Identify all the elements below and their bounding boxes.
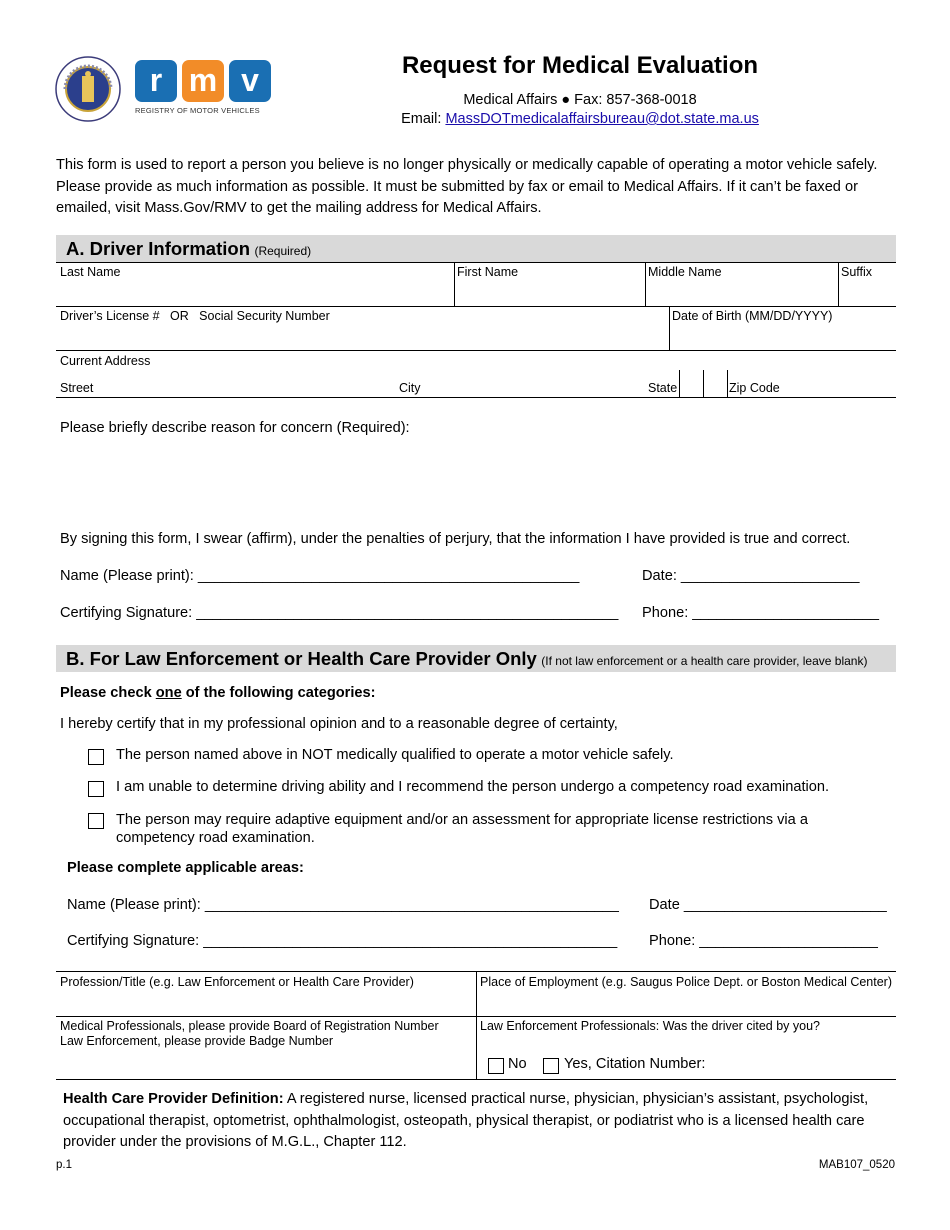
profession-label: Profession/Title (e.g. Law Enforcement or Health Care Provider) bbox=[60, 975, 414, 989]
middle-name-input[interactable] bbox=[648, 280, 835, 304]
affirmation-text: By signing this form, I swear (affirm), under the penalties of perjury, that the information I have provided is true and correct. bbox=[60, 531, 851, 547]
divider bbox=[645, 262, 646, 306]
suffix-label: Suffix bbox=[841, 265, 873, 279]
definition-term: Health Care Provider Definition: bbox=[63, 1091, 284, 1107]
page-title: Request for Medical Evaluation bbox=[401, 52, 759, 79]
license-ssn-label: Driver’s License # OR Social Security Number bbox=[60, 309, 330, 323]
section-a-header bbox=[56, 235, 896, 262]
dob-label: Date of Birth (MM/DD/YYYY) bbox=[672, 309, 833, 323]
cited-yes-checkbox[interactable] bbox=[543, 1058, 559, 1074]
board-line-1: Medical Professionals, please provide Board of Registration Number bbox=[60, 1019, 439, 1033]
divider bbox=[476, 971, 477, 1079]
cited-yes-label: Yes, Citation Number: bbox=[564, 1056, 706, 1072]
rmv-letter-r: r bbox=[135, 60, 177, 102]
phone-field[interactable]: Phone: _______________________ bbox=[642, 605, 879, 621]
date-field[interactable]: Date: ______________________ bbox=[642, 568, 860, 584]
registration-number-input[interactable] bbox=[60, 1050, 472, 1076]
divider bbox=[838, 262, 839, 306]
email-link[interactable]: MassDOTmedicalaffairsbureau@dot.state.ma.us bbox=[445, 111, 759, 127]
current-address-label: Current Address bbox=[60, 354, 151, 368]
email-label: Email: bbox=[401, 111, 446, 127]
contact-line: Medical Affairs ● Fax: 857-368-0018 bbox=[463, 92, 697, 108]
rmv-letter-v: v bbox=[229, 60, 271, 102]
zip-label: Zip Code bbox=[729, 381, 780, 395]
check-suffix: of the following categories: bbox=[181, 685, 376, 701]
b-date-field[interactable]: Date _________________________ bbox=[649, 897, 887, 913]
first-name-label: First Name bbox=[457, 265, 519, 279]
section-b-header bbox=[56, 645, 896, 672]
check-prefix: Please check bbox=[60, 685, 156, 701]
last-name-label: Last Name bbox=[60, 265, 121, 279]
middle-name-label: Middle Name bbox=[648, 265, 722, 279]
divider bbox=[703, 370, 704, 397]
board-label bbox=[60, 1019, 439, 1049]
city-label: City bbox=[399, 381, 421, 395]
name-print-field[interactable]: Name (Please print): _______________________________________________ bbox=[60, 568, 580, 584]
board-line-2: Law Enforcement, please provide Badge Number bbox=[60, 1034, 334, 1048]
definition-text: A registered nurse, licensed practical nurse, physician, physician’s assistant, psychologist, occupational therapist, optometrist, ophthalmologist, osteopath, physical therapist, or podiatrist who is a licensed health care provider under the provisions of M.G.L., Chapter 112. bbox=[63, 1091, 869, 1150]
divider bbox=[56, 306, 896, 307]
section-b-title: B. For Law Enforcement or Health Care Provider Only bbox=[66, 648, 537, 669]
page-number: p.1 bbox=[56, 1159, 72, 1171]
employment-label: Place of Employment (e.g. Saugus Police Dept. or Boston Medical Center) bbox=[480, 975, 893, 989]
last-name-input[interactable] bbox=[60, 280, 450, 304]
option-2-checkbox[interactable] bbox=[88, 781, 104, 797]
reason-textarea[interactable] bbox=[60, 442, 896, 522]
cited-no-checkbox[interactable] bbox=[488, 1058, 504, 1074]
first-name-input[interactable] bbox=[457, 280, 642, 304]
reason-label: Please briefly describe reason for concern (Required): bbox=[60, 420, 410, 436]
citation-number-input[interactable] bbox=[720, 1052, 894, 1076]
cited-question: Law Enforcement Professionals: Was the driver cited by you? bbox=[480, 1019, 820, 1033]
massachusetts-seal-logo bbox=[55, 56, 121, 122]
option-3-label: The person may require adaptive equipment and/or an assessment for appropriate license restrictions via a competency road examination. bbox=[116, 812, 808, 846]
option-1-label: The person named above in NOT medically qualified to operate a motor vehicle safely. bbox=[116, 747, 674, 763]
state-input[interactable] bbox=[679, 370, 728, 397]
section-b-note: (If not law enforcement or a health care provider, leave blank) bbox=[541, 654, 868, 668]
rmv-logo bbox=[135, 60, 271, 115]
divider bbox=[56, 262, 896, 263]
divider bbox=[56, 1016, 896, 1017]
b-phone-field[interactable]: Phone: ______________________ bbox=[649, 933, 878, 949]
divider bbox=[454, 262, 455, 306]
divider bbox=[56, 350, 896, 351]
rmv-caption: REGISTRY OF MOTOR VEHICLES bbox=[135, 106, 260, 115]
divider bbox=[56, 397, 896, 398]
form-id: MAB107_0520 bbox=[818, 1159, 895, 1171]
cited-no-label: No bbox=[508, 1056, 527, 1072]
check-instruction bbox=[60, 685, 375, 701]
divider bbox=[56, 1079, 896, 1080]
complete-areas-heading: Please complete applicable areas: bbox=[67, 860, 304, 876]
divider bbox=[669, 306, 670, 350]
suffix-input[interactable] bbox=[841, 280, 896, 304]
option-1-checkbox[interactable] bbox=[88, 749, 104, 765]
b-signature-field[interactable]: Certifying Signature: ___________________________________________________ bbox=[67, 933, 618, 949]
employment-input[interactable] bbox=[480, 991, 894, 1013]
street-label: Street bbox=[60, 381, 94, 395]
intro-paragraph: This form is used to report a person you believe is no longer physically or medically capable of operating a motor vehicle safely. Please provide as much information as possible. It must be submitted by fax or email to Medical Affairs. If it can’t be faxed or emailed, visit Mass.Gov/RMV to get the mailing address for Medical Affairs. bbox=[56, 157, 878, 216]
profession-input[interactable] bbox=[60, 991, 472, 1013]
rmv-letter-m: m bbox=[182, 60, 224, 102]
option-2-label: I am unable to determine driving ability and I recommend the person undergo a competency road examination. bbox=[116, 779, 830, 795]
dob-input[interactable] bbox=[672, 325, 894, 347]
section-a-note: (Required) bbox=[254, 244, 312, 258]
state-label: State bbox=[648, 381, 678, 395]
check-one: one bbox=[155, 685, 182, 701]
signature-field[interactable]: Certifying Signature: ____________________________________________________ bbox=[60, 605, 619, 621]
email-line bbox=[300, 111, 860, 127]
license-ssn-input[interactable] bbox=[60, 325, 665, 347]
section-a-title: A. Driver Information bbox=[66, 238, 250, 259]
b-name-print-field[interactable]: Name (Please print): ___________________________________________________ bbox=[67, 897, 619, 913]
option-3-checkbox[interactable] bbox=[88, 813, 104, 829]
definition-paragraph bbox=[63, 1089, 898, 1154]
certify-text: I hereby certify that in my professional opinion and to a reasonable degree of certainty, bbox=[60, 716, 618, 732]
